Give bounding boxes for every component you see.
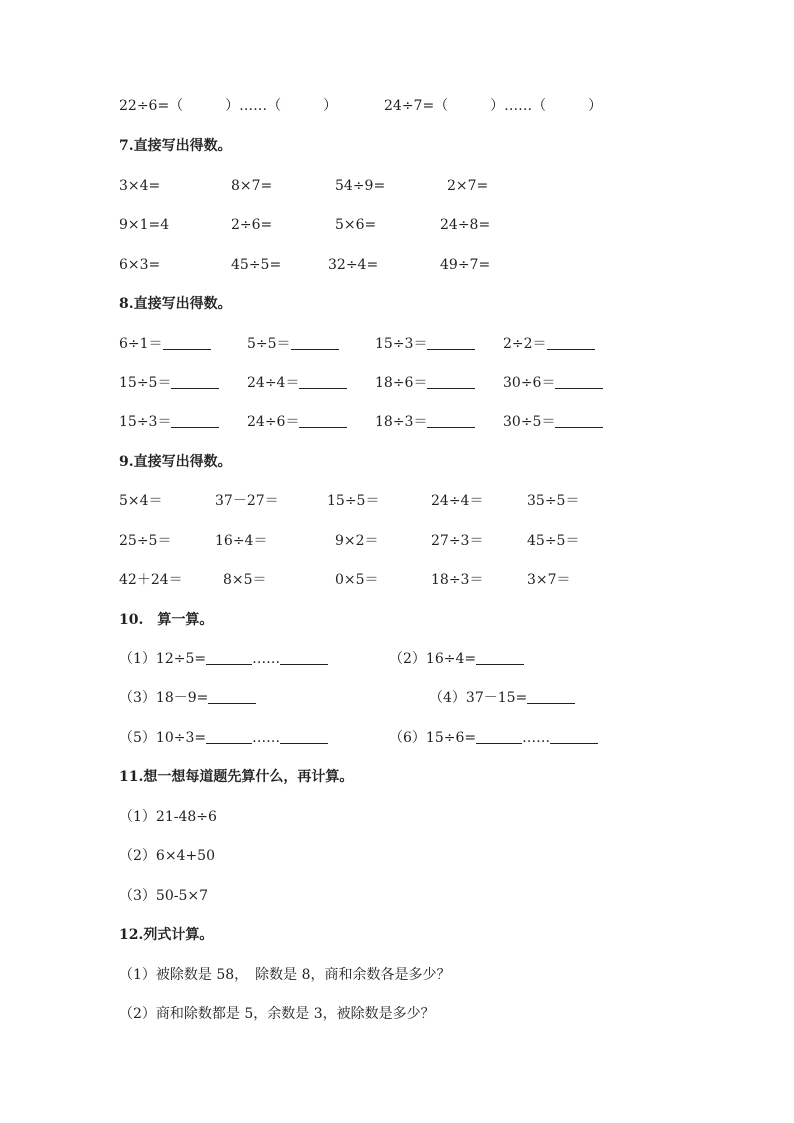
answer-blank (476, 650, 524, 665)
q10-title: 10. 算一算。 (119, 612, 214, 628)
q8-expr: 6÷1＝ (119, 336, 163, 352)
answer-blank (547, 335, 595, 350)
q8-expr: 15÷3＝ (375, 336, 428, 352)
answer-blank (171, 374, 219, 389)
q9-r1c3: 15÷5＝ (327, 493, 380, 509)
q8-r1c1 (119, 335, 211, 353)
q8-expr: 15÷3＝ (119, 414, 172, 430)
q9-title: 9.直接写出得数。 (119, 454, 232, 470)
q8-expr: 30÷6＝ (503, 375, 556, 391)
q8-r2c3 (375, 374, 475, 392)
q10-expr: （2）16÷4= (389, 651, 477, 667)
q10-expr: （6）15÷6= (389, 730, 477, 746)
answer-blank (291, 335, 339, 350)
q10-item-3 (119, 689, 256, 707)
answer-blank (206, 650, 252, 665)
q11-item-2: （2）6×4+50 (119, 848, 215, 864)
answer-blank (299, 413, 347, 428)
q7-title: 7.直接写出得数。 (119, 138, 232, 154)
q12-item-1: （1）被除数是 58， 除数是 8，商和余数各是多少？ (119, 967, 451, 983)
q8-expr: 15÷5＝ (119, 375, 172, 391)
answer-blank (427, 335, 475, 350)
q10-item-2 (389, 650, 524, 668)
answer-blank (555, 413, 603, 428)
q9-r3c2: 8×5＝ (223, 572, 267, 588)
q8-expr: 24÷6＝ (247, 414, 300, 430)
q10-item-6 (389, 729, 598, 747)
q12-item-2: （2）商和除数都是 5，余数是 3，被除数是多少？ (119, 1006, 435, 1022)
q10-item-5 (119, 729, 328, 747)
q11-title: 11.想一想每道题先算什么，再计算。 (119, 769, 354, 785)
q9-r2c5: 45÷5＝ (527, 533, 580, 549)
q10-expr: （3）18－9= (119, 690, 209, 706)
q9-r3c3: 0×5＝ (335, 572, 379, 588)
q7-r3c3: 32÷4= (328, 257, 379, 273)
q8-r3c2 (247, 413, 347, 431)
q9-r1c5: 35÷5＝ (527, 493, 580, 509)
remainder-sep: …… (252, 651, 281, 667)
q7-r3c4: 49÷7= (440, 257, 491, 273)
q9-r2c2: 16÷4＝ (215, 533, 268, 549)
q10-expr: （4）37－15= (429, 690, 528, 706)
q8-r1c2 (247, 335, 339, 353)
q6-expr-1: 22÷6=（ ）……（ ） (119, 98, 338, 114)
q11-item-3: （3）50-5×7 (119, 888, 208, 904)
answer-blank (206, 729, 252, 744)
q9-r1c4: 24÷4＝ (431, 493, 484, 509)
answer-blank (427, 413, 475, 428)
q10-item-4 (429, 689, 575, 707)
q10-item-1 (119, 650, 328, 668)
q11-item-1: （1）21-48÷6 (119, 809, 217, 825)
q6-expr-2: 24÷7=（ ）……（ ） (384, 98, 603, 114)
q7-r1c1: 3×4= (119, 178, 161, 194)
remainder-sep: …… (522, 730, 551, 746)
answer-blank (476, 729, 522, 744)
answer-blank (299, 374, 347, 389)
q8-r1c4 (503, 335, 595, 353)
q9-r3c1: 42＋24＝ (119, 572, 183, 588)
q7-r2c2: 2÷6= (231, 217, 273, 233)
q9-r2c4: 27÷3＝ (431, 533, 484, 549)
q8-r1c3 (375, 335, 475, 353)
answer-blank (427, 374, 475, 389)
answer-blank (208, 689, 256, 704)
q7-r1c2: 8×7= (231, 178, 273, 194)
q8-r3c3 (375, 413, 475, 431)
q8-r2c4 (503, 374, 603, 392)
q8-r3c4 (503, 413, 603, 431)
q7-r2c1: 9×1=4 (119, 217, 170, 233)
remainder-blank (550, 729, 598, 744)
q8-expr: 2÷2＝ (503, 336, 547, 352)
q8-expr: 18÷6＝ (375, 375, 428, 391)
q9-r3c4: 18÷3＝ (431, 572, 484, 588)
q9-r1c2: 37－27＝ (215, 493, 279, 509)
q8-expr: 30÷5＝ (503, 414, 556, 430)
q7-r3c1: 6×3= (119, 257, 161, 273)
q7-r1c3: 54÷9= (335, 178, 386, 194)
q8-title: 8.直接写出得数。 (119, 296, 232, 312)
answer-blank (171, 413, 219, 428)
q8-r2c2 (247, 374, 347, 392)
q9-r1c1: 5×4＝ (119, 493, 163, 509)
answer-blank (527, 689, 575, 704)
q10-expr: （1）12÷5= (119, 651, 207, 667)
remainder-blank (280, 650, 328, 665)
q8-expr: 24÷4＝ (247, 375, 300, 391)
q7-r2c3: 5×6= (335, 217, 377, 233)
q7-r1c4: 2×7= (447, 178, 489, 194)
q7-r2c4: 24÷8= (440, 217, 491, 233)
q10-expr: （5）10÷3= (119, 730, 207, 746)
q9-r2c1: 25÷5＝ (119, 533, 172, 549)
answer-blank (163, 335, 211, 350)
q8-r2c1 (119, 374, 219, 392)
q9-r2c3: 9×2＝ (335, 533, 379, 549)
q8-r3c1 (119, 413, 219, 431)
answer-blank (555, 374, 603, 389)
q8-expr: 18÷3＝ (375, 414, 428, 430)
q12-title: 12.列式计算。 (119, 927, 214, 943)
remainder-blank (280, 729, 328, 744)
remainder-sep: …… (252, 730, 281, 746)
q9-r3c5: 3×7＝ (527, 572, 571, 588)
q7-r3c2: 45÷5= (231, 257, 282, 273)
q8-expr: 5÷5＝ (247, 336, 291, 352)
